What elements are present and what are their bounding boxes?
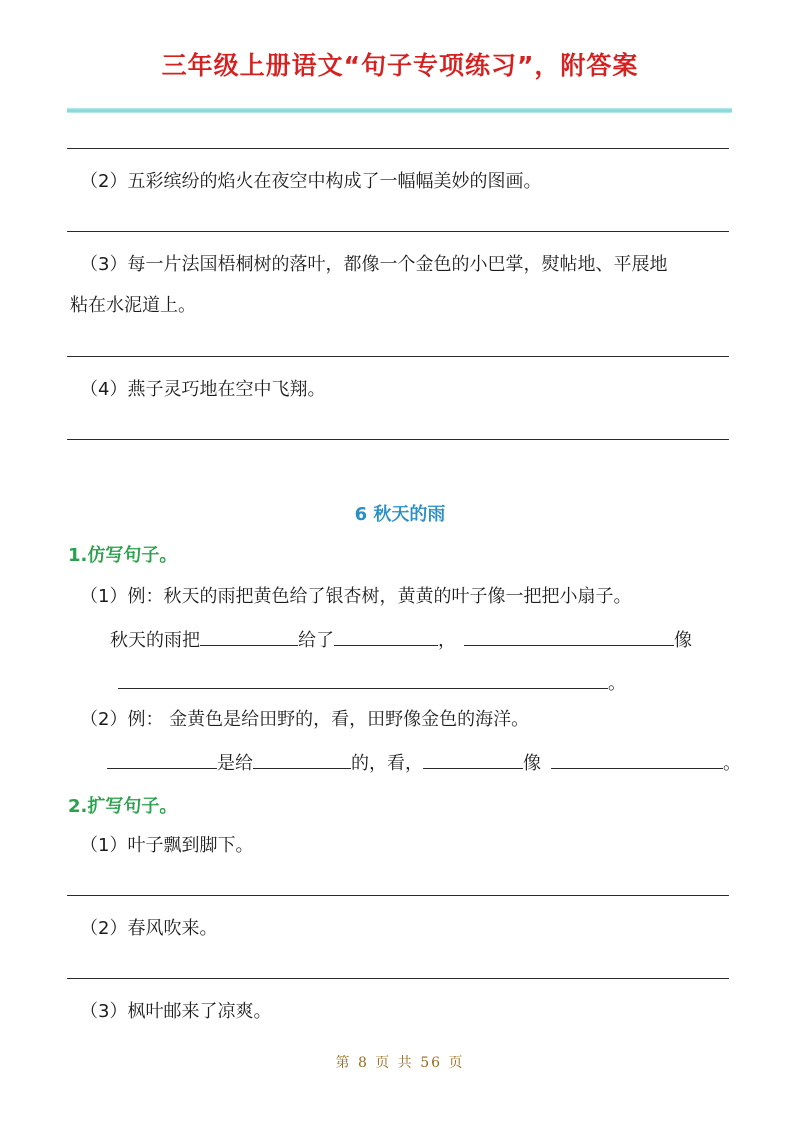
fill-in-sentence bbox=[107, 750, 741, 776]
question-number: （1） bbox=[80, 835, 128, 856]
header-divider bbox=[67, 108, 732, 113]
answer-line bbox=[67, 231, 729, 232]
fill-in-continued bbox=[118, 670, 626, 696]
fill-blank[interactable] bbox=[423, 750, 523, 769]
answer-line bbox=[67, 895, 729, 896]
fill-text: 。 bbox=[723, 753, 741, 774]
question-number: （4） bbox=[80, 379, 128, 400]
example-sentence bbox=[80, 708, 529, 732]
question-number: （1） bbox=[80, 586, 128, 607]
part-heading: 2.扩写句子。 bbox=[68, 796, 178, 817]
fill-text: ， bbox=[438, 630, 456, 651]
answer-line bbox=[67, 356, 729, 357]
fill-blank[interactable] bbox=[551, 750, 723, 769]
answer-line bbox=[67, 148, 729, 149]
document-title: 三年级上册语文“句子专项练习”，附答案 bbox=[161, 51, 639, 80]
fill-text: 像 bbox=[523, 753, 541, 774]
question-item bbox=[80, 253, 667, 277]
fill-blank[interactable] bbox=[118, 670, 608, 689]
question-item bbox=[80, 378, 325, 402]
part-heading: 1.仿写句子。 bbox=[68, 545, 178, 566]
fill-blank[interactable] bbox=[334, 627, 438, 646]
example-text: 例：秋天的雨把黄色给了银杏树，黄黄的叶子像一把把小扇子。 bbox=[127, 586, 632, 607]
question-item bbox=[80, 917, 217, 941]
fill-in-sentence bbox=[110, 627, 692, 653]
question-text: 五彩缤纷的焰火在夜空中构成了一幅幅美妙的图画。 bbox=[127, 171, 542, 192]
fill-blank[interactable] bbox=[464, 627, 674, 646]
fill-text: 给了 bbox=[298, 630, 334, 651]
fill-blank[interactable] bbox=[200, 627, 298, 646]
answer-line bbox=[67, 439, 729, 440]
fill-blank[interactable] bbox=[107, 750, 217, 769]
example-sentence bbox=[80, 585, 631, 609]
question-text-continued: 粘在水泥道上。 bbox=[70, 295, 196, 316]
question-item bbox=[80, 834, 253, 858]
question-number: （3） bbox=[80, 1001, 128, 1022]
question-item bbox=[80, 1000, 271, 1024]
question-text: 燕子灵巧地在空中飞翔。 bbox=[127, 379, 326, 400]
question-text: 枫叶邮来了凉爽。 bbox=[127, 1001, 272, 1022]
fill-blank[interactable] bbox=[253, 750, 351, 769]
answer-line bbox=[67, 978, 729, 979]
fill-text: 是给 bbox=[217, 753, 253, 774]
question-number: （2） bbox=[80, 171, 128, 192]
fill-text: 像 bbox=[674, 630, 692, 651]
question-number: （2） bbox=[80, 709, 128, 730]
fill-text: 的，看， bbox=[351, 753, 423, 774]
question-text: 叶子飘到脚下。 bbox=[127, 835, 254, 856]
example-text: 例： 金黄色是给田野的，看，田野像金色的海洋。 bbox=[127, 709, 530, 730]
fill-text: 。 bbox=[608, 673, 626, 694]
question-number: （3） bbox=[80, 254, 128, 275]
page-number: 第 8 页 共 56 页 bbox=[335, 1055, 465, 1071]
section-title: 6 秋天的雨 bbox=[354, 504, 446, 525]
question-text: 春风吹来。 bbox=[127, 918, 218, 939]
question-text: 每一片法国梧桐树的落叶，都像一个金色的小巴掌，熨帖地、平展地 bbox=[127, 254, 668, 275]
question-item bbox=[80, 170, 541, 194]
question-number: （2） bbox=[80, 918, 128, 939]
fill-text: 秋天的雨把 bbox=[110, 630, 200, 651]
